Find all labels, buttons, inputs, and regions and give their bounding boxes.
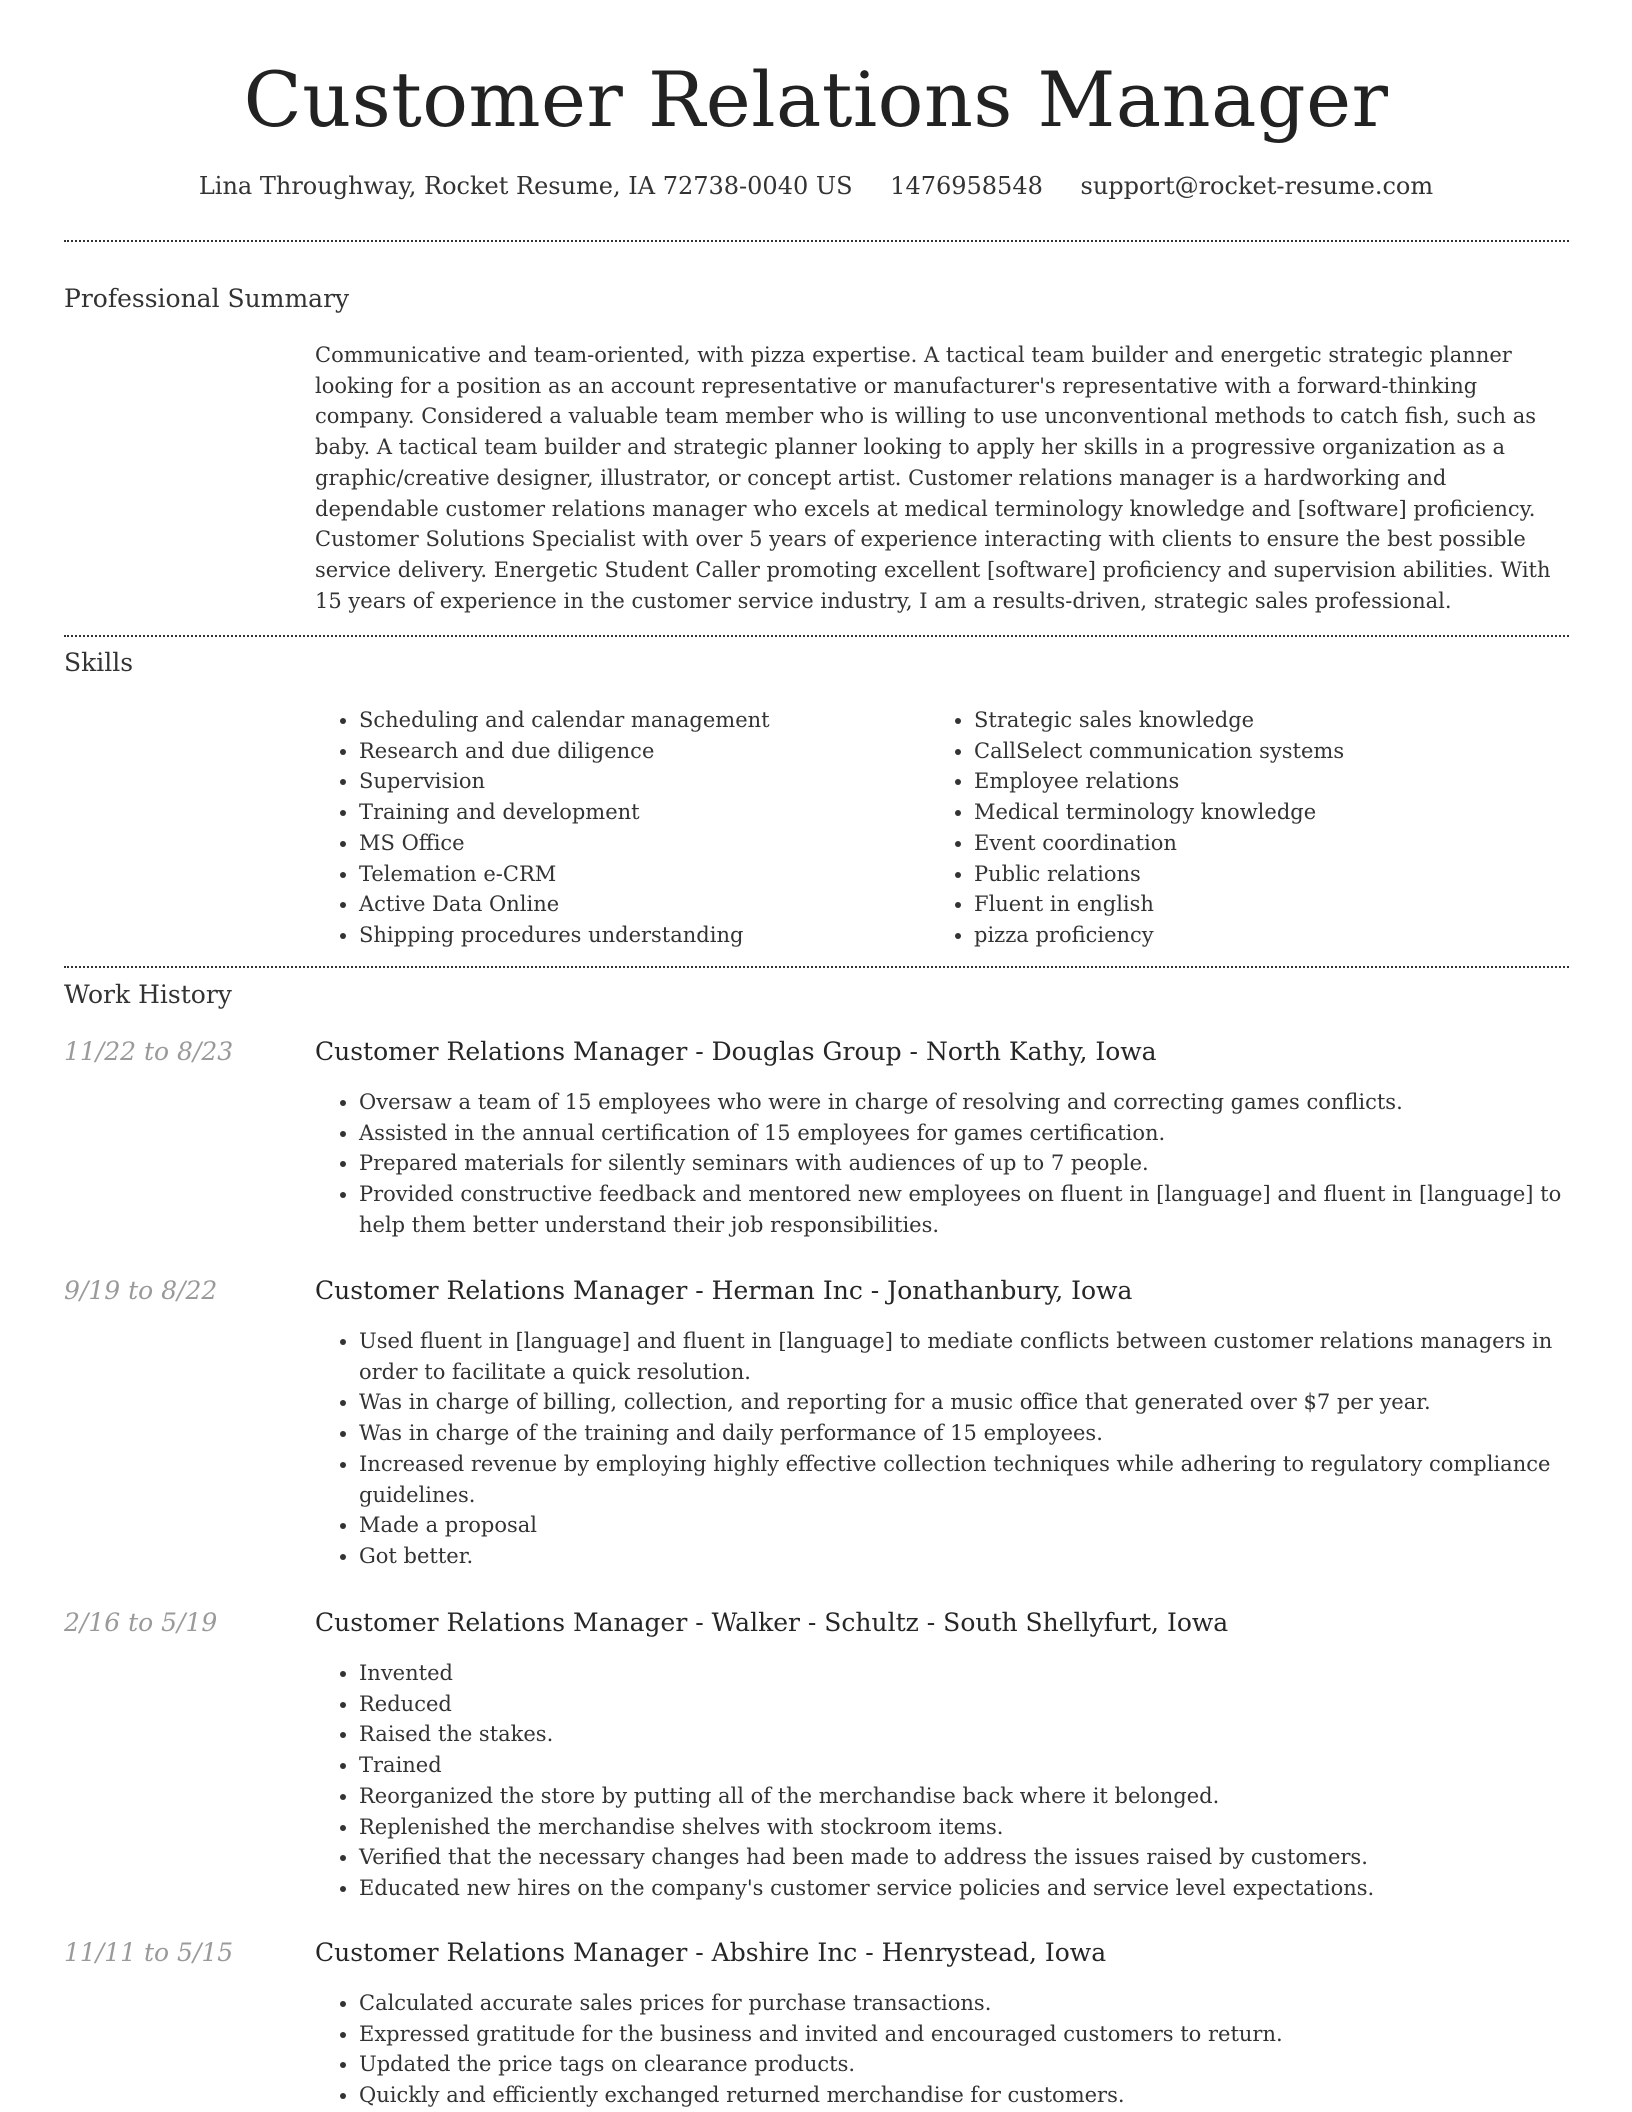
skill-item: • Event coordination	[974, 828, 1530, 859]
job-bullet: • Expressed gratitude for the business and invited and encouraged customers to return.	[359, 2019, 1569, 2050]
job-bullet: • Trained	[359, 1750, 1569, 1781]
divider	[64, 966, 1569, 968]
job-bullet-list	[315, 1326, 1569, 1572]
skill-item: • Active Data Online	[359, 889, 915, 920]
job-bullet: • Increased revenue by employing highly effective collection techniques while adhering to regulatory compliance guidelines.	[359, 1449, 1569, 1510]
job-bullet: • Replenished the merchandise shelves with stockroom items.	[359, 1812, 1569, 1843]
job-bullet: • Invented	[359, 1658, 1569, 1689]
job-bullet: • Assisted in the annual certification of 15 employees for games certification.	[359, 1118, 1569, 1149]
skill-item: • MS Office	[359, 828, 915, 859]
job-bullet: • Raised the stakes.	[359, 1719, 1569, 1750]
resume-title: Customer Relations Manager	[243, 55, 1389, 144]
job-bullet: • Quickly and efficiently exchanged returned merchandise for customers.	[359, 2080, 1569, 2111]
skill-item: • Scheduling and calendar management	[359, 705, 915, 736]
job-dates: 11/11 to 5/15	[64, 1938, 234, 1967]
job-title: Customer Relations Manager - Douglas Group - North Kathy, Iowa	[315, 1037, 1157, 1066]
job-dates: 2/16 to 5/19	[64, 1608, 218, 1637]
skill-item: • Telemation e-CRM	[359, 859, 915, 890]
divider	[64, 240, 1569, 242]
skill-item: • Supervision	[359, 766, 915, 797]
skill-item: • Strategic sales knowledge	[974, 705, 1530, 736]
job-bullet: • Calculated accurate sales prices for purchase transactions.	[359, 1988, 1569, 2019]
job-title: Customer Relations Manager - Abshire Inc - Henrystead, Iowa	[315, 1938, 1107, 1967]
job-bullet: • Updated the price tags on clearance products.	[359, 2049, 1569, 2080]
section-title-skills: Skills	[64, 648, 134, 677]
skill-item: • Employee relations	[974, 766, 1530, 797]
contact-phone: 1476958548	[890, 172, 1043, 200]
job-bullet: • Got better.	[359, 1541, 1569, 1572]
skill-item: • Fluent in english	[974, 889, 1530, 920]
divider	[64, 635, 1569, 637]
job-bullet: • Reorganized the store by putting all of the merchandise back where it belonged.	[359, 1781, 1569, 1812]
section-title-work-history: Work History	[64, 980, 232, 1009]
skills-list-left	[315, 705, 915, 951]
job-title: Customer Relations Manager - Herman Inc - Jonathanbury, Iowa	[315, 1276, 1133, 1305]
job-dates: 11/22 to 8/23	[64, 1037, 234, 1066]
contact-address: Lina Throughway, Rocket Resume, IA 72738-0040 US	[198, 172, 853, 200]
contact-email: support@rocket-resume.com	[1080, 172, 1434, 200]
job-bullet: • Reduced	[359, 1689, 1569, 1720]
skill-item: • pizza proficiency	[974, 920, 1530, 951]
job-dates: 9/19 to 8/22	[64, 1276, 218, 1305]
skill-item: • Medical terminology knowledge	[974, 797, 1530, 828]
job-bullet: • Verified that the necessary changes had been made to address the issues raised by customers.	[359, 1842, 1569, 1873]
job-title: Customer Relations Manager - Walker - Schultz - South Shellyfurt, Iowa	[315, 1608, 1229, 1637]
skill-item: • Shipping procedures understanding	[359, 920, 915, 951]
job-bullet: • Was in charge of the training and daily performance of 15 employees.	[359, 1418, 1569, 1449]
skill-item: • Training and development	[359, 797, 915, 828]
job-bullet-list	[315, 1087, 1569, 1241]
job-bullet: • Educated new hires on the company's customer service policies and service level expectations.	[359, 1873, 1569, 1904]
job-bullet: • Used fluent in [language] and fluent in [language] to mediate conflicts between customer relations managers in order to facilitate a quick resolution.	[359, 1326, 1569, 1387]
contact-line	[0, 172, 1632, 200]
job-bullet: • Provided constructive feedback and mentored new employees on fluent in [language] and fluent in [language] to help them better understand their job responsibilities.	[359, 1179, 1569, 1240]
job-bullet: • Prepared materials for silently seminars with audiences of up to 7 people.	[359, 1148, 1569, 1179]
job-bullet: • Was in charge of billing, collection, and reporting for a music office that generated over $7 per year.	[359, 1387, 1569, 1418]
skill-item: • Public relations	[974, 859, 1530, 890]
skills-list-right	[930, 705, 1530, 951]
skill-item: • CallSelect communication systems	[974, 736, 1530, 767]
section-title-summary: Professional Summary	[64, 284, 350, 313]
summary-text: Communicative and team-oriented, with pizza expertise. A tactical team builder and energetic strategic planner looking for a position as an account representative or manufacturer's representative with a forward-thinking company. Considered a valuable team member who is willing to use unconventional methods to catch fish, such as baby. A tactical team builder and strategic planner looking to apply her skills in a progressive organization as a graphic/creative designer, illustrator, or concept artist. Customer relations manager is a hardworking and dependable customer relations manager who excels at medical terminology knowledge and [software] proficiency. Customer Solutions Specialist with over 5 years of experience interacting with clients to ensure the best possible service delivery. Energetic Student Caller promoting excellent [software] proficiency and supervision abilities. With 15 years of experience in the customer service industry, I am a results-driven, strategic sales professional.	[315, 343, 1551, 613]
job-bullet: • Oversaw a team of 15 employees who were in charge of resolving and correcting games conflicts.	[359, 1087, 1569, 1118]
job-bullet: • Made a proposal	[359, 1510, 1569, 1541]
job-bullet-list	[315, 1658, 1569, 1904]
skill-item: • Research and due diligence	[359, 736, 915, 767]
job-bullet-list	[315, 1988, 1569, 2111]
